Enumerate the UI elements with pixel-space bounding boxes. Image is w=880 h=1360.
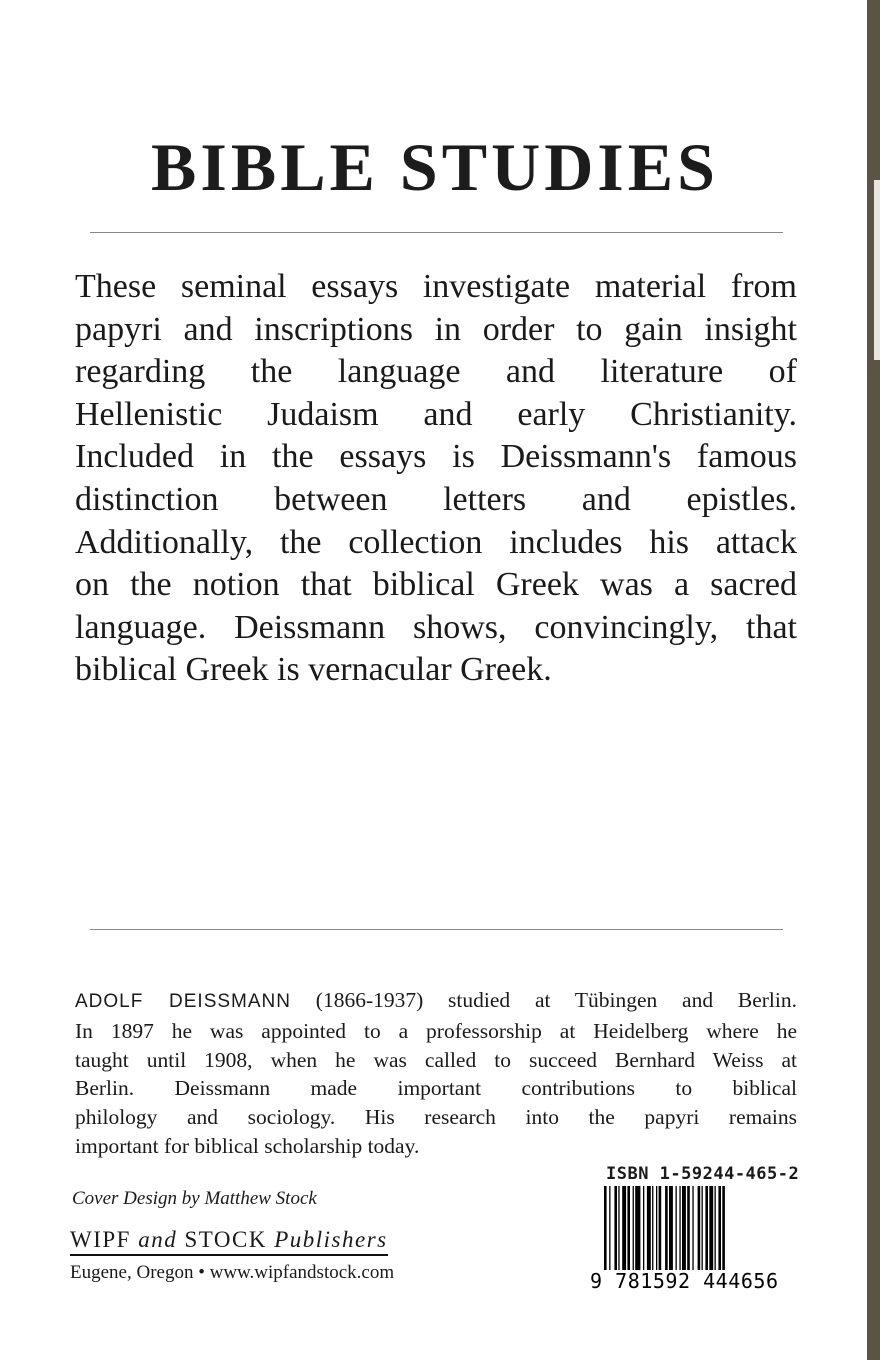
divider-bottom <box>90 929 783 930</box>
blurb-line: These seminal essays investigate material from <box>75 268 797 305</box>
blurb-line: on the notion that biblical Greek was a sacred <box>75 566 797 604</box>
bio-line: philology and sociology. His research into the papyri remains <box>75 1105 797 1130</box>
divider-top <box>90 232 783 233</box>
blurb-line: regarding the language and literature of <box>75 353 797 391</box>
blurb-line: Included in the essays is Deissmann's famous <box>75 438 797 476</box>
barcode-digits: 9 781592 444656 <box>590 1269 778 1292</box>
publisher-logo <box>70 1227 388 1256</box>
publisher-location: Eugene, Oregon • www.wipfandstock.com <box>70 1262 395 1283</box>
bio-text: (1866-1937) studied at Tübingen and Berlin. <box>291 988 797 1012</box>
spine-notch <box>874 180 880 360</box>
bio-line: In 1897 he was appointed to a professorship at Heidelberg where he <box>75 1018 797 1043</box>
blurb-line: papyri and inscriptions in order to gain insight <box>75 310 797 348</box>
publisher-name-2: STOCK <box>177 1227 275 1252</box>
bio-line: taught until 1908, when he was called to succeed Bernhard Weiss at <box>75 1047 797 1072</box>
blurb <box>75 266 797 692</box>
author-name: ADOLF DEISSMANN <box>75 991 291 1012</box>
bio-line: important for biblical scholarship today. <box>75 1133 420 1158</box>
publisher-and: and <box>138 1227 178 1252</box>
blurb-line: distinction between letters and epistles. <box>75 480 797 518</box>
isbn-label: ISBN 1-59244-465-2 <box>606 1164 800 1184</box>
publisher-suffix: Publishers <box>274 1227 388 1252</box>
blurb-line: language. Deissmann shows, convincingly, that <box>75 608 797 646</box>
bio-line: Berlin. Deissmann made important contributions to biblical <box>75 1076 797 1101</box>
cover-credit: Cover Design by Matthew Stock <box>72 1188 317 1209</box>
blurb-line: biblical Greek is vernacular Greek. <box>75 651 552 689</box>
barcode <box>590 1186 790 1292</box>
blurb-line: Additionally, the collection includes his attack <box>75 523 797 561</box>
blurb-line: Hellenistic Judaism and early Christianity. <box>75 395 797 433</box>
publisher-name-1: WIPF <box>70 1227 139 1252</box>
author-bio <box>75 986 797 1161</box>
bio-line <box>75 986 797 1017</box>
book-title: BIBLE STUDIES <box>151 129 719 205</box>
